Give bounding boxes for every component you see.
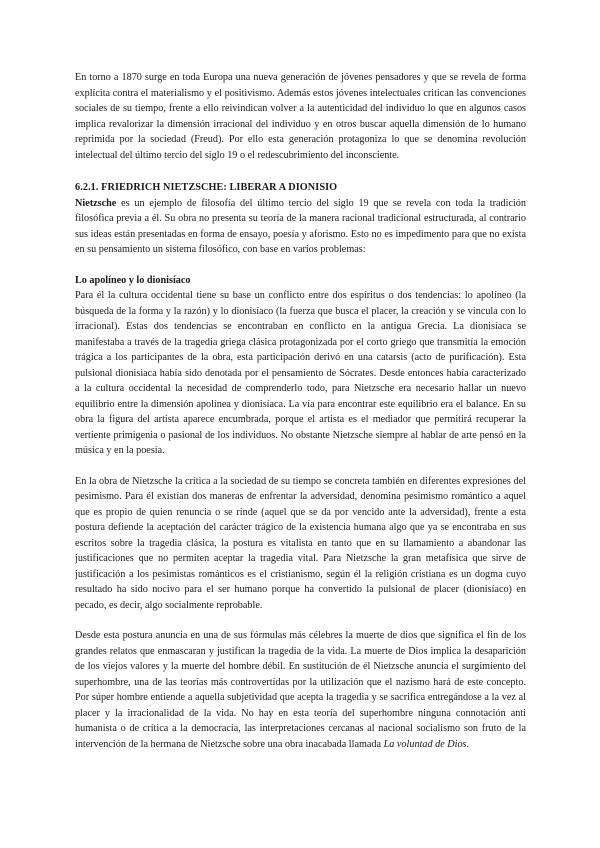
section-heading: 6.2.1. FRIEDRICH NIETZSCHE: LIBERAR A DIONISIO (75, 182, 338, 193)
intro-paragraph: En torno a 1870 surge en toda Europa una nueva generación de jóvenes pensadores y que se revela de forma explícita contra el materialismo y el positivismo. Además estos jóvenes intelectuales critican las convenciones sociales de su tiempo, frente a ello reivindican volver a la autenticidad del individuo lo que en algunos casos implica revalorizar la dimensión irracional del individuo y en otros buscar aquella dimensión de lo humano reprimida por la sociedad (Freud). Por ello esta generación protagoniza lo que se denomina revolución intelectual del último tercio del siglo 19 o el redescubrimiento del inconsciente. (75, 72, 526, 161)
critica-paragraph: En la obra de Nietzsche la crítica a la sociedad de su tiempo se concreta también en diferentes expresiones del pesimismo. Para él existían dos maneras de enfrentar la adversidad, denomina pesimismo romántico a aquel que es propio de quien renuncia o se rinde (aquel que se da por vencido ante la adversidad), frente a esta postura defiende la aceptación del carácter trágico de la existencia humana algo que ya se encontraba en sus escritos sobre la tragedia clásica, la postura es vitalista en tanto que en su llamamiento a abandonar las justificaciones que no permiten aceptar la tragedia vital. Para Nietzsche la gran metafísica que sirve de justificación a los pesimistas románticos es el cristianismo, según él la religión cristiana es un dogma cuyo resultado ha sido nocivo para el ser humano porque ha convertido la pulsional de placer (dionisíaco) en pecado, es decir, algo socialmente reprobable. (75, 475, 526, 611)
muerte-de-dios-text: Desde esta postura anuncia en una de sus fórmulas más célebres la muerte de dios que significa el fin de los grandes relatos que enmascaran y justifican la tragedia de la vida. La muerte de Dios implica la desaparición de los viejos valores y la muerte del hombre débil. En sustitución de él Nietzsche anuncia el surgimiento del superhombre, una de las teorías más controvertidas por la utilización que el nazismo hará de este concepto. Por súper hombre entiende a aquella subjetividad que acepta la tragedia y se sacrifica entregándose a la vez al placer y la irracionalidad de la vida. No hay en esta teoría del superhombre ninguna connotación anti humanista o de crítica a la democracia, las interpretaciones cercanas al nacional socialismo son fruto de la intervención de la hermana de Nietzsche sobre una obra inacabada llamada (75, 630, 526, 750)
apolineo-paragraph: Para él la cultura occidental tiene su base un conflicto entre dos espíritus o dos tendencias: lo apolíneo (la búsqueda de la forma y la razón) y lo dionisíaco (la fuerza que busca el placer, la creación y se vincula con lo irracional). Estas dos tendencias se encontraban en conflicto en la antigua Grecia. La dionisíaca se manifestaba a través de la tragedia griega clásica protagonizada por el corto griego que transmitía la emoción trágica a los participantes de la obra, esta participación derivó en una catarsis (acto de purificación). Esta pulsional dionisiaca había sido denotada por el pensamiento de Sócrates. Desde entonces había caracterizado a la cultura occidental la necesidad de comprenderlo todo, para Nietzsche era necesario hallar un nuevo equilibrio entre la dimensión apolínea y dionisíaca. La vía para encontrar este equilibrio era el balance. En su obra la figura del artista aparece encumbrada, porque el artista es el mediador que permitirá recuperar la vertiente primigenia o pasional de los individuos. No obstante Nietzsche siempre al hablar de arte pensó en la música y en la poesía. (75, 290, 526, 456)
nietzsche-name: Nietzsche (75, 197, 117, 209)
final-period: . (466, 738, 470, 750)
muerte-de-dios-paragraph (75, 628, 526, 752)
nietzsche-intro-paragraph (75, 196, 526, 258)
nietzsche-intro-text: es un ejemplo de filosofía del último tercio del siglo 19 que se revela con toda la tradición filosófica previa a él. Su obra no presenta su teoría de la manera racional tradicional estructurada, al contrario sus ideas están presentadas en forma de ensayo, poesía y aforismo. Esto no es impedimento para que no exista en su pensamiento un sistema filosófico, con base en varios problemas: (75, 197, 526, 255)
book-title: La voluntad de Dios (383, 738, 467, 750)
document-page (75, 70, 526, 752)
subheading-apolineo-dionisiaco: Lo apolíneo y lo dionisíaco (75, 274, 191, 286)
